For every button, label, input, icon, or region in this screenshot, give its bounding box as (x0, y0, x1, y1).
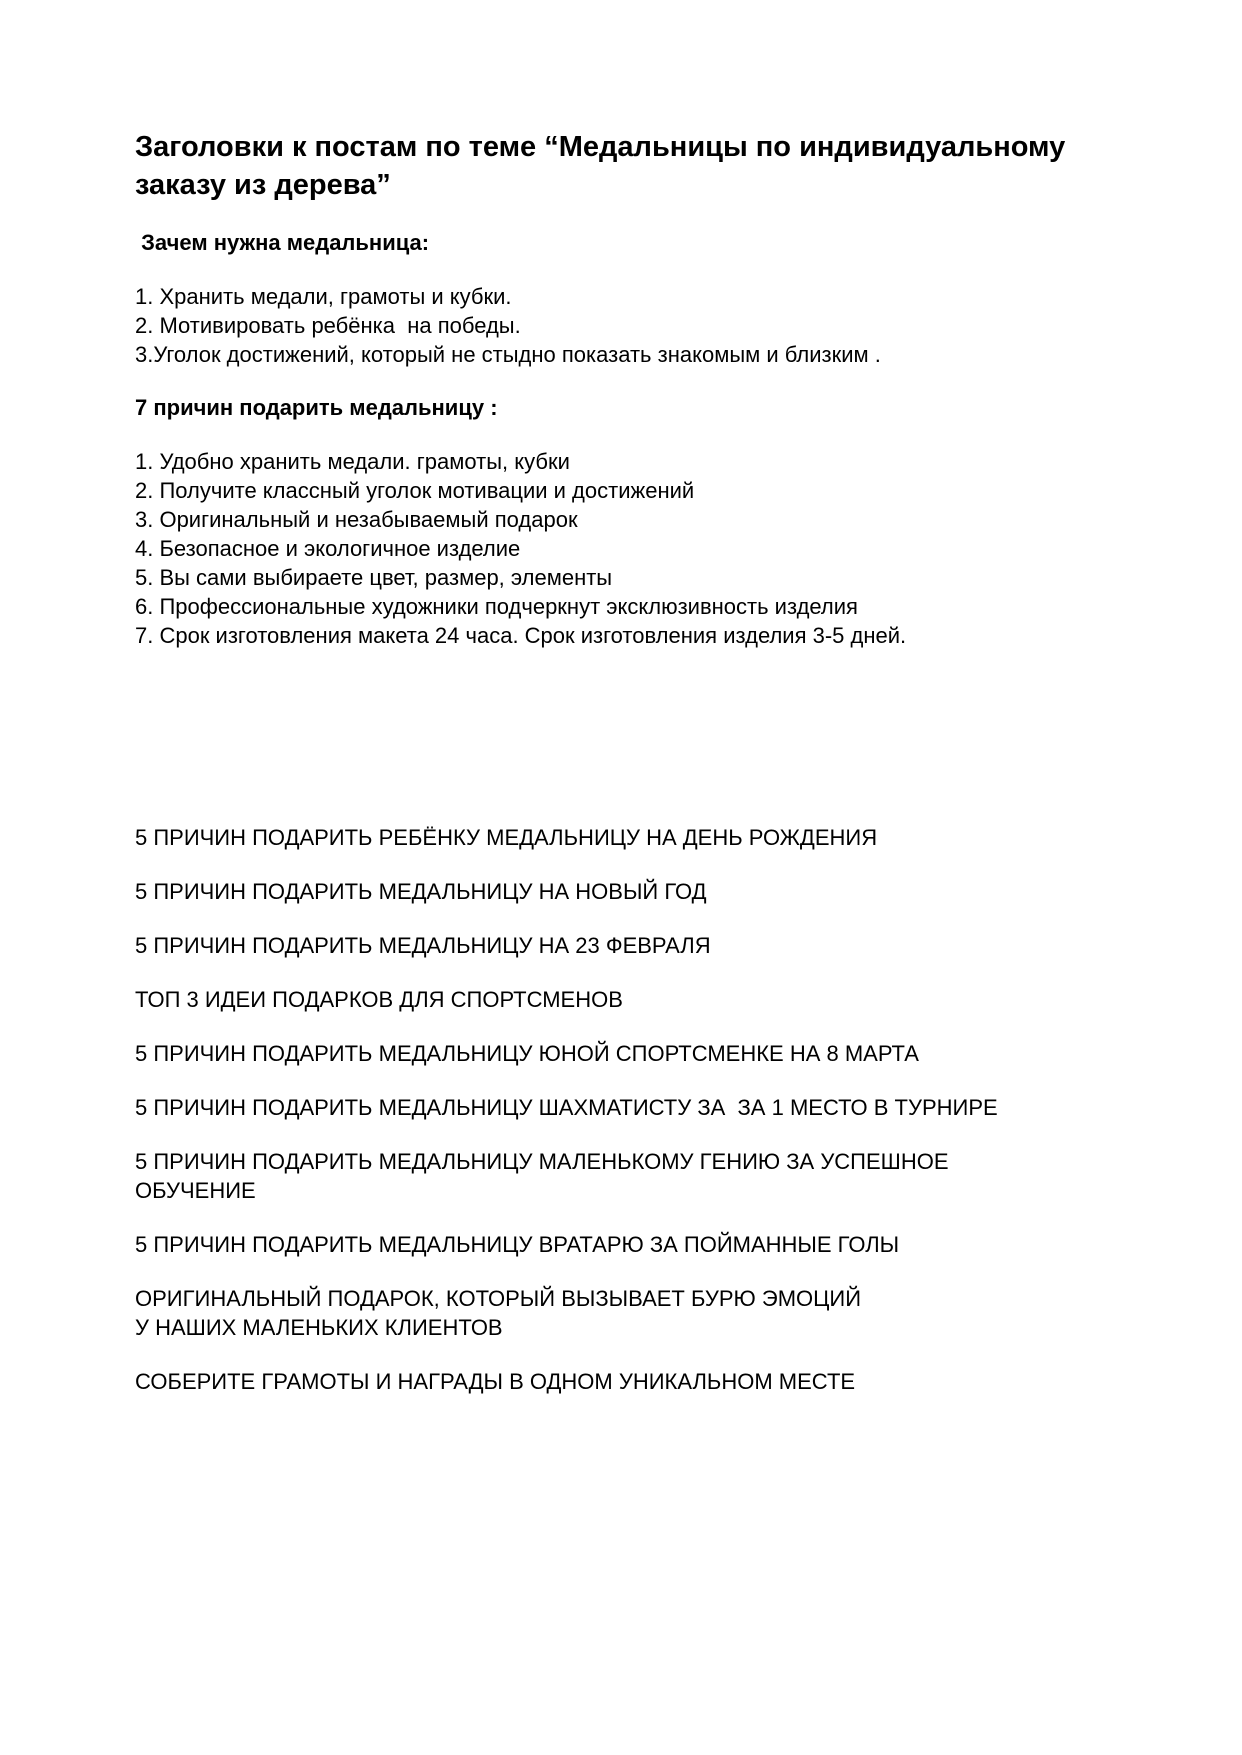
headline: 5 ПРИЧИН ПОДАРИТЬ МЕДАЛЬНИЦУ ЮНОЙ СПОРТСМЕНКЕ НА 8 МАРТА (135, 1041, 919, 1066)
headlines-block (135, 823, 1152, 1396)
section-why-heading: Зачем нужна медальница: (135, 230, 430, 255)
list-item: 3.Уголок достижений, который не стыдно показать знакомым и близким . (135, 342, 881, 367)
list-item: 2. Получите классный уголок мотивации и достижений (135, 478, 695, 503)
headline: 5 ПРИЧИН ПОДАРИТЬ РЕБЁНКУ МЕДАЛЬНИЦУ НА ДЕНЬ РОЖДЕНИЯ (135, 825, 878, 850)
list-item: 6. Профессиональные художники подчеркнут эксклюзивность изделия (135, 594, 858, 619)
section-why-list (135, 282, 1152, 369)
headline: 5 ПРИЧИН ПОДАРИТЬ МЕДАЛЬНИЦУ МАЛЕНЬКОМУ ГЕНИЮ ЗА УСПЕШНОЕ ОБУЧЕНИЕ (135, 1149, 949, 1203)
headline: ТОП 3 ИДЕИ ПОДАРКОВ ДЛЯ СПОРТСМЕНОВ (135, 987, 623, 1012)
section-reasons-list (135, 447, 1152, 650)
headline: ОРИГИНАЛЬНЫЙ ПОДАРОК, КОТОРЫЙ ВЫЗЫВАЕТ БУРЮ ЭМОЦИЙ У НАШИХ МАЛЕНЬКИХ КЛИЕНТОВ (135, 1286, 862, 1340)
headline: 5 ПРИЧИН ПОДАРИТЬ МЕДАЛЬНИЦУ НА 23 ФЕВРАЛЯ (135, 933, 711, 958)
list-item: 3. Оригинальный и незабываемый подарок (135, 507, 578, 532)
document-title: Заголовки к постам по теме “Медальницы по индивидуальному заказу из дерева” (135, 131, 1066, 201)
headline: 5 ПРИЧИН ПОДАРИТЬ МЕДАЛЬНИЦУ ВРАТАРЮ ЗА ПОЙМАННЫЕ ГОЛЫ (135, 1232, 900, 1257)
list-item: 1. Хранить медали, грамоты и кубки. (135, 284, 512, 309)
list-item: 7. Срок изготовления макета 24 часа. Срок изготовления изделия 3-5 дней. (135, 623, 907, 648)
headline: СОБЕРИТЕ ГРАМОТЫ И НАГРАДЫ В ОДНОМ УНИКАЛЬНОМ МЕСТЕ (135, 1369, 856, 1394)
list-item: 1. Удобно хранить медали. грамоты, кубки (135, 449, 570, 474)
list-item: 5. Вы сами выбираете цвет, размер, элементы (135, 565, 613, 590)
headline: 5 ПРИЧИН ПОДАРИТЬ МЕДАЛЬНИЦУ НА НОВЫЙ ГОД (135, 879, 707, 904)
section-reasons-heading: 7 причин подарить медальницу : (135, 395, 498, 420)
headline: 5 ПРИЧИН ПОДАРИТЬ МЕДАЛЬНИЦУ ШАХМАТИСТУ ЗА ЗА 1 МЕСТО В ТУРНИРЕ (135, 1095, 998, 1120)
list-item: 4. Безопасное и экологичное изделие (135, 536, 521, 561)
list-item: 2. Мотивировать ребёнка на победы. (135, 313, 521, 338)
